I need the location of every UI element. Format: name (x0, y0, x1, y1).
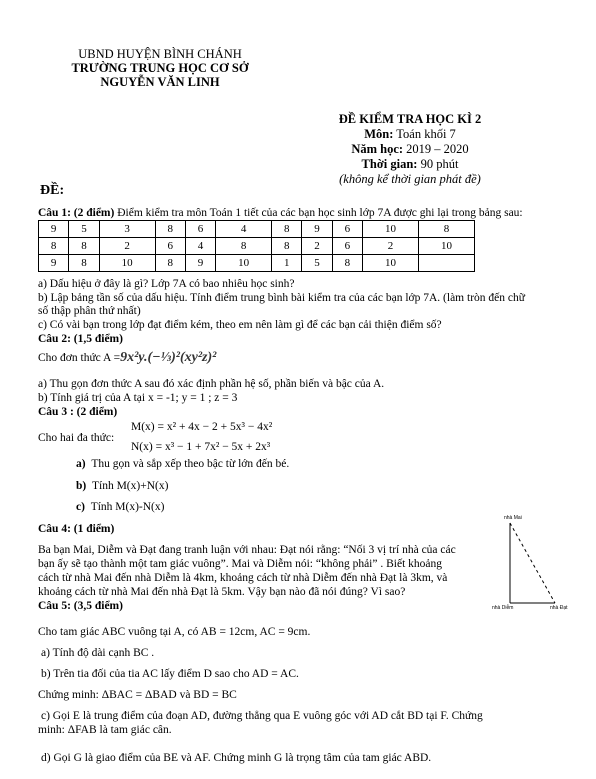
q4-line1: Ba bạn Mai, Diễm và Đạt đang tranh luận với nhau: Đạt nói rằng: “Nối 3 vị trí nhà của các (38, 544, 456, 556)
q5-part-a: a) Tính độ dài cạnh BC . (41, 647, 155, 659)
table-cell: 9 (39, 221, 69, 238)
q1-heading: Câu 1: (2 điểm) (38, 207, 115, 219)
q5-heading: Câu 5: (3,5 điểm) (38, 600, 123, 612)
label-nha-diem: nhà Diễm (492, 605, 514, 611)
q3-part-b (76, 480, 596, 493)
exam-info (300, 112, 520, 187)
q2-part-b: b) Tính giá trị của A tại x = -1; y = 1 ; z = 3 (38, 392, 238, 404)
table-cell: 8 (272, 221, 302, 238)
q3-heading: Câu 3 : (2 điểm) (38, 406, 118, 418)
table-cell: 10 (216, 255, 272, 272)
q2-intro (38, 351, 558, 365)
table-cell (418, 255, 474, 272)
school-name-line2: NGUYỄN VĂN LINH (100, 75, 220, 89)
table-cell: 4 (216, 221, 272, 238)
table-cell: 10 (362, 255, 418, 272)
q3-a-text: Thu gọn và sắp xếp theo bậc từ lớn đến bé. (91, 458, 290, 470)
q2-formula: 9x²y.(−⅓)²(xy²z)² (120, 350, 217, 365)
district-name: UBND HUYỆN BÌNH CHÁNH (78, 47, 242, 61)
q1-part-b-line1: b) Lập bảng tần số của dấu hiệu. Tính điểm trung bình bài kiểm tra của các bạn lớp 7A. (làm tròn đến chữ (38, 292, 525, 304)
q1-score-table (38, 220, 475, 272)
year-label: Năm học: (351, 142, 404, 156)
table-cell: 10 (362, 221, 418, 238)
q4-line2: bạn ấy sẽ tạo thành một tam giác vuông”. Mai và Diễm nói: “không phải” . Biết khoảng (38, 558, 442, 570)
q4-line4: khoảng cách từ nhà Mai đến nhà Đạt là 5km. Vậy bạn nào đã nói đúng? Vì sao? (38, 586, 406, 598)
label-nha-dat: nhà Đạt (550, 605, 568, 611)
q1-text: Điểm kiểm tra môn Toán 1 tiết của các bạn học sinh lớp 7A được ghi lại trong bảng sau: (114, 207, 523, 219)
q3-intro: Cho hai đa thức: (38, 432, 115, 444)
table-row (39, 255, 475, 272)
q4-line3: cách từ nhà Mai đến nhà Diễm là 4km, khoảng cách từ nhà Diễm đến nhà Đạt là 3km, và (38, 572, 448, 584)
table-cell: 6 (155, 238, 185, 255)
time-value: 90 phút (420, 157, 459, 171)
table-cell: 4 (185, 238, 215, 255)
triangle-diagram (480, 513, 580, 613)
q2-heading: Câu 2: (1,5 điểm) (38, 333, 123, 345)
table-cell: 8 (216, 238, 272, 255)
q3-b-label: b) (76, 480, 87, 492)
time-label: Thời gian: (361, 157, 418, 171)
table-cell: 8 (155, 255, 185, 272)
table-row (39, 221, 475, 238)
q3-c-label: c) (76, 501, 85, 513)
de-label: ĐỀ: (40, 183, 65, 198)
q3-polynomial-M: M(x) = x² + 4x − 2 + 5x³ − 4x² (131, 421, 273, 433)
table-cell: 6 (332, 238, 362, 255)
table-cell: 5 (69, 221, 99, 238)
exam-note: (không kể thời gian phát đề) (339, 172, 481, 186)
school-header (45, 47, 275, 89)
q5-intro: Cho tam giác ABC vuông tại A, có AB = 12cm, AC = 9cm. (38, 626, 311, 638)
table-row (39, 238, 475, 255)
exam-year (300, 142, 520, 157)
table-cell: 9 (185, 255, 215, 272)
table-cell: 8 (69, 255, 99, 272)
table-cell: 8 (39, 238, 69, 255)
table-cell: 9 (39, 255, 69, 272)
table-cell: 6 (185, 221, 215, 238)
q1-prompt (38, 207, 558, 220)
subject-value: Toán khối 7 (396, 127, 456, 141)
q1-part-c: c) Có vài bạn trong lớp đạt điểm kém, theo em nên làm gì để các bạn cải thiện điểm số? (38, 319, 442, 331)
exam-subject (300, 127, 520, 142)
q1-part-b-line2: số thập phân thứ nhất) (38, 305, 141, 317)
table-cell: 9 (302, 221, 332, 238)
exam-title: ĐỀ KIỂM TRA HỌC KÌ 2 (338, 112, 482, 126)
q4-triangle-figure (480, 513, 580, 613)
exam-time (300, 157, 520, 172)
label-nha-mai: nhà Mai (504, 515, 522, 521)
q5-part-b: b) Trên tia đối của tia AC lấy điểm D sao cho AD = AC. (41, 668, 299, 680)
q5-proof: Chứng minh: ΔBAC = ΔBAD và BD = BC (38, 689, 237, 701)
year-value: 2019 – 2020 (406, 142, 469, 156)
q2-intro-text: Cho đơn thức A = (38, 352, 121, 364)
table-cell: 8 (155, 221, 185, 238)
q3-a-label: a) (76, 458, 86, 470)
q1-part-a: a) Dấu hiệu ở đây là gì? Lớp 7A có bao nhiêu học sinh? (38, 278, 295, 290)
table-cell: 10 (99, 255, 155, 272)
q5-part-c-line1: c) Gọi E là trung điểm của đoạn AD, đường thẳng qua E vuông góc với AD cắt BD tại F. Chứng (41, 710, 483, 722)
q5-part-d: d) Gọi G là giao điểm của BE và AF. Chứng minh G là trọng tâm của tam giác ABD. (41, 752, 432, 764)
table-cell: 8 (418, 221, 474, 238)
table-cell: 2 (362, 238, 418, 255)
q3-c-text: Tính M(x)-N(x) (90, 501, 165, 513)
q3-polynomial-N: N(x) = x³ − 1 + 7x² − 5x + 2x³ (131, 441, 271, 453)
q3-b-text: Tính M(x)+N(x) (91, 480, 169, 492)
table-cell: 8 (69, 238, 99, 255)
table-cell: 8 (272, 238, 302, 255)
q2-part-a: a) Thu gọn đơn thức A sau đó xác định phần hệ số, phần biến và bậc của A. (38, 378, 385, 390)
table-cell: 6 (332, 221, 362, 238)
table-cell: 10 (418, 238, 474, 255)
side-mai-dat (510, 523, 555, 603)
table-cell: 8 (332, 255, 362, 272)
q4-heading: Câu 4: (1 điểm) (38, 523, 115, 535)
table-cell: 1 (272, 255, 302, 272)
table-cell: 2 (99, 238, 155, 255)
table-cell: 2 (302, 238, 332, 255)
table-cell: 3 (99, 221, 155, 238)
q3-part-a (76, 458, 596, 471)
school-name-line1: TRƯỜNG TRUNG HỌC CƠ SỞ (71, 61, 249, 75)
subject-label: Môn: (364, 127, 394, 141)
table-cell: 5 (302, 255, 332, 272)
q5-part-c-line2: minh: ΔFAB là tam giác cân. (38, 724, 172, 736)
